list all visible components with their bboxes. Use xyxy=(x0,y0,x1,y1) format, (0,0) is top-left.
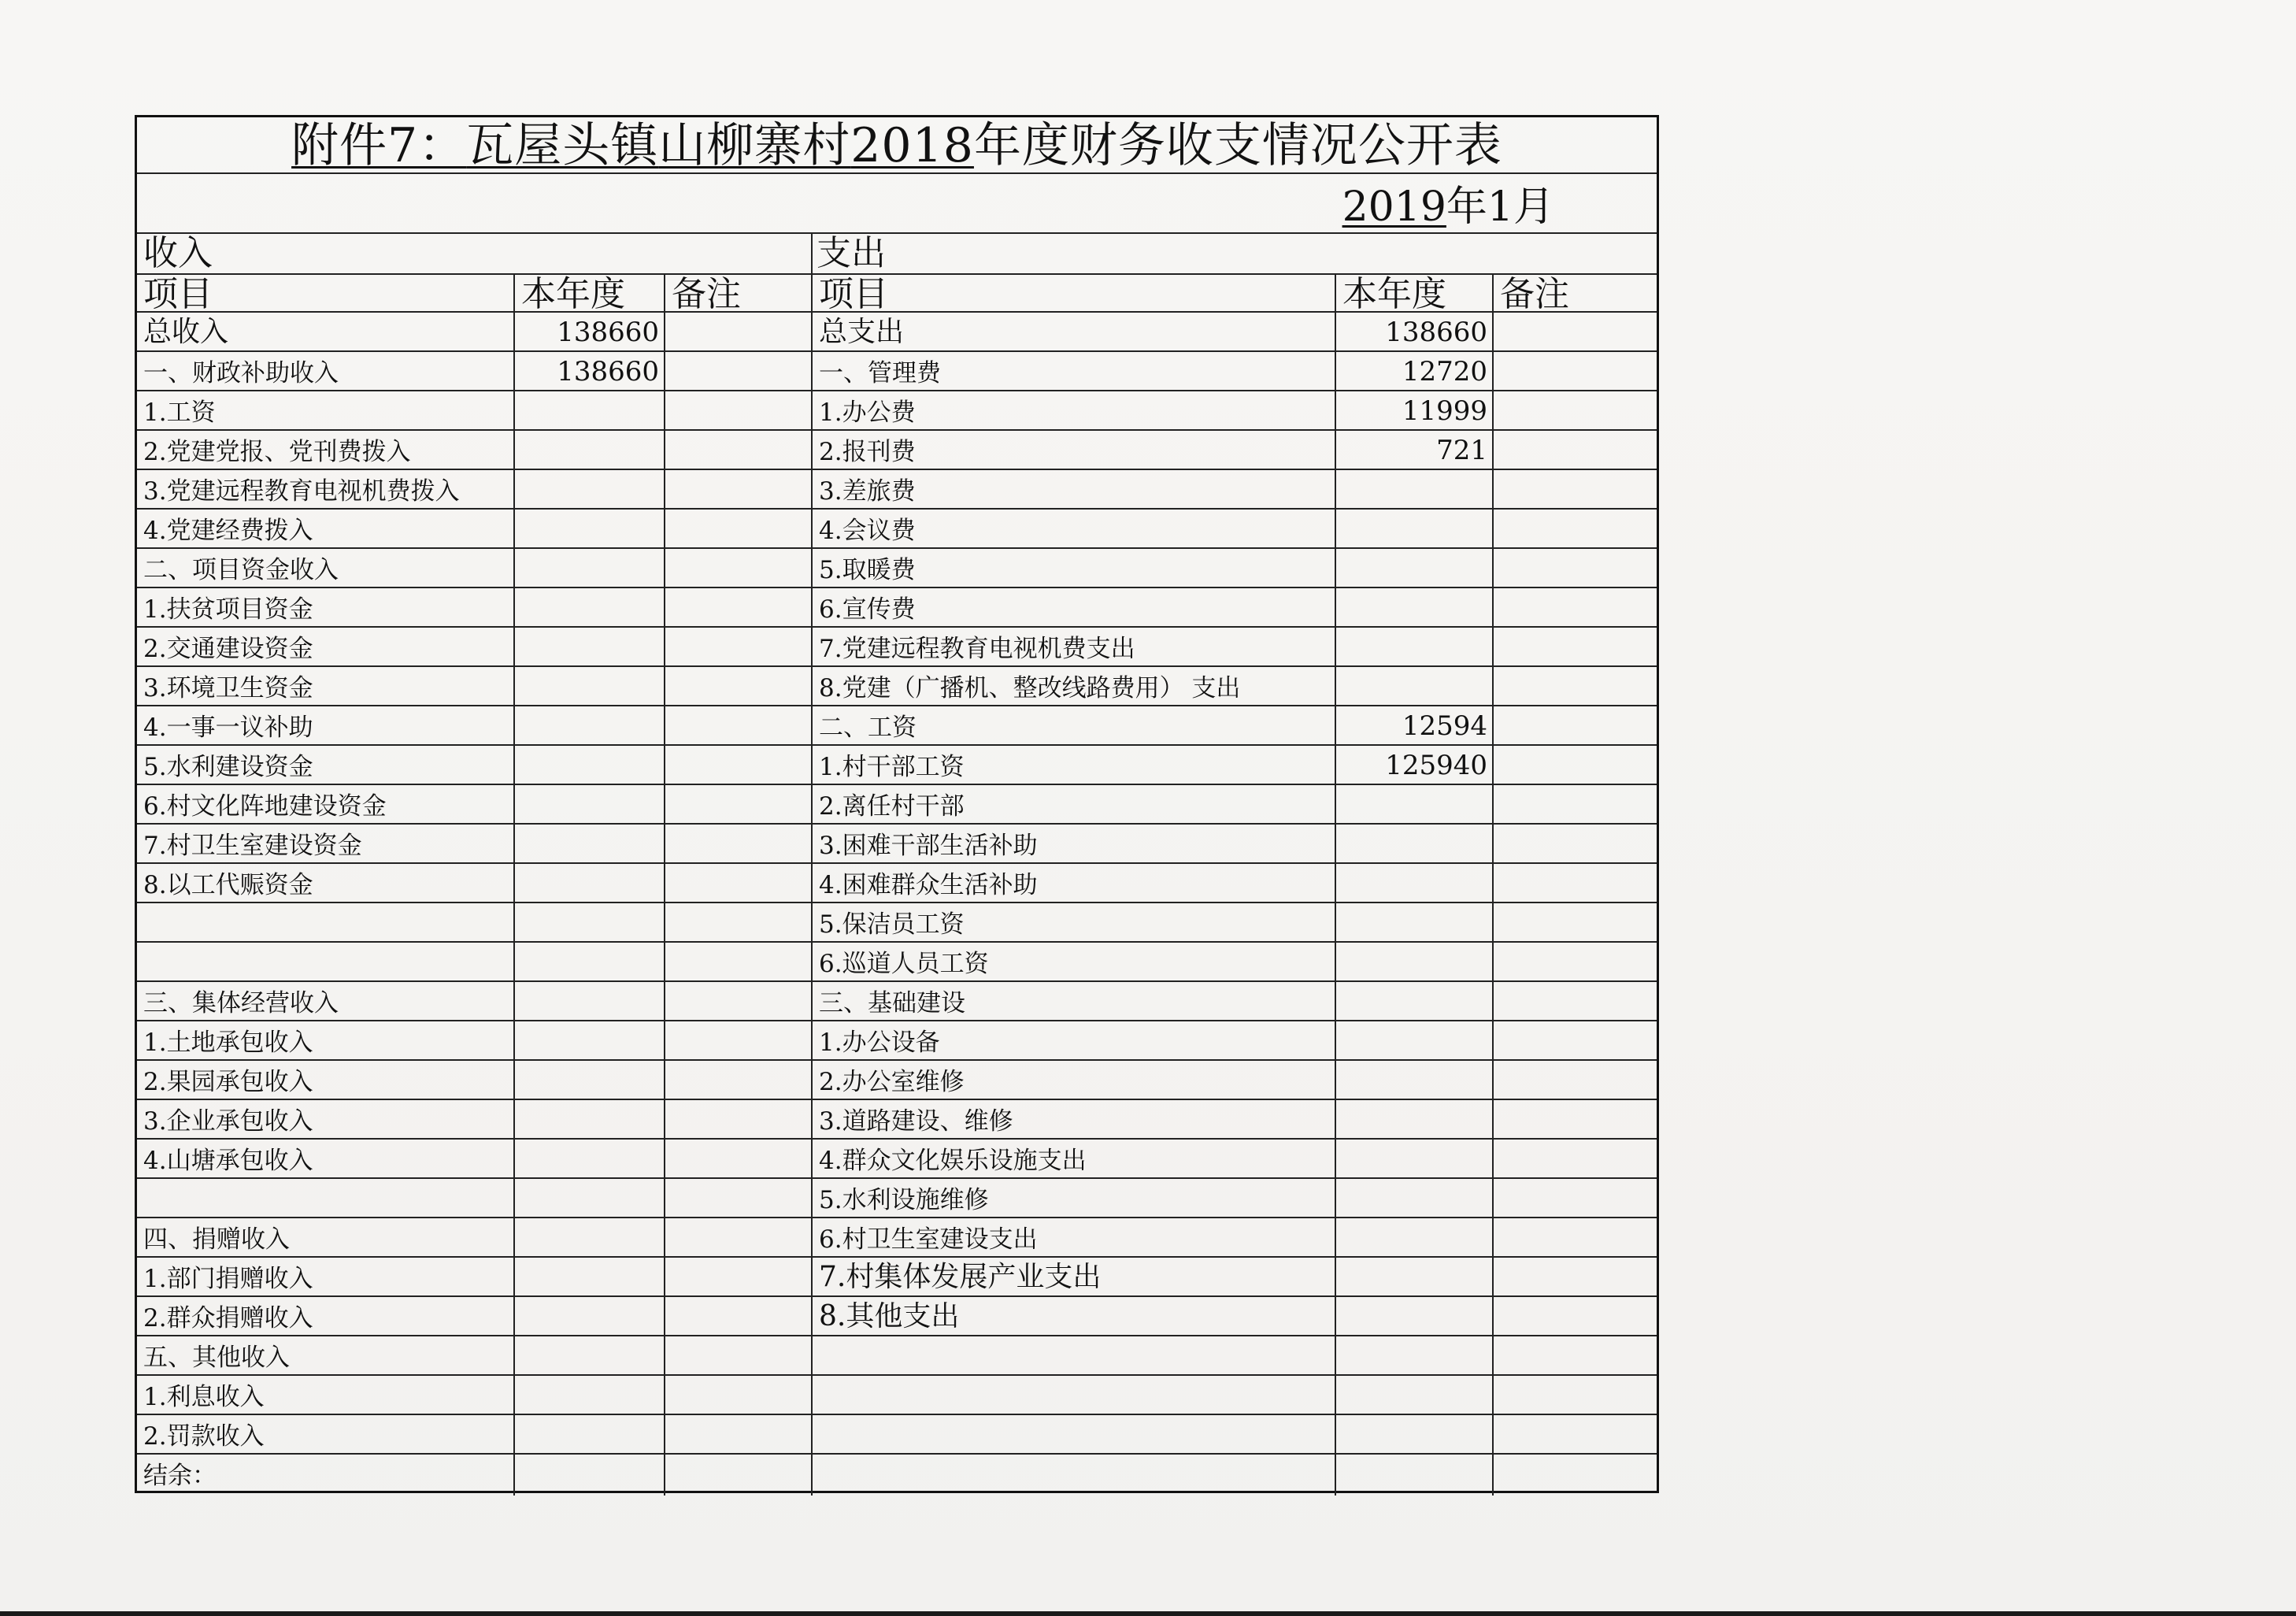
expense-amount-cell xyxy=(1336,510,1492,547)
table-row xyxy=(137,943,1657,982)
income-col-divider-1 xyxy=(513,273,515,1496)
table-row xyxy=(137,864,1657,903)
income-item-cell: 结余： xyxy=(143,1462,217,1490)
table-row xyxy=(137,1179,1657,1218)
income-section-label: 收入 xyxy=(143,233,213,273)
income-amount-cell xyxy=(515,431,664,469)
table-row xyxy=(137,470,1657,510)
expense-amount-cell: 721 xyxy=(1436,435,1487,466)
title-row xyxy=(137,117,1657,174)
expense-col-divider-1 xyxy=(1335,273,1336,1496)
expense-item-cell: 8.其他支出 xyxy=(819,1300,960,1332)
income-amount-cell: 138660 xyxy=(557,317,659,348)
expense-item-cell: 1.办公设备 xyxy=(819,1029,940,1057)
income-item-cell: 1.工资 xyxy=(143,398,216,427)
expense-item-cell: 2.办公室维修 xyxy=(819,1068,965,1096)
income-amount-cell xyxy=(515,549,664,587)
title-year: 2018 xyxy=(850,118,974,173)
income-amount-cell xyxy=(515,391,664,429)
table-row xyxy=(137,1376,1657,1415)
income-amount-cell xyxy=(515,785,664,823)
title-town: 瓦屋头镇 xyxy=(466,118,659,173)
income-item-cell: 7.村卫生室建设资金 xyxy=(143,832,362,860)
expense-item-cell: 4.群众文化娱乐设施支出 xyxy=(819,1147,1087,1175)
income-item-cell: 2.群众捐赠收入 xyxy=(143,1304,313,1332)
table-row xyxy=(137,431,1657,470)
expense-amount-cell xyxy=(1336,1140,1492,1177)
income-amount-cell xyxy=(515,1100,664,1138)
table-row xyxy=(137,1258,1657,1297)
date-year: 2019 xyxy=(1342,183,1446,231)
expense-amount-cell: 11999 xyxy=(1402,395,1487,427)
table-row xyxy=(137,391,1657,431)
expense-amount-cell: 138660 xyxy=(1385,317,1487,348)
income-amount-cell xyxy=(515,1455,664,1492)
table-row xyxy=(137,588,1657,628)
expense-amount-cell xyxy=(1336,1415,1492,1453)
income-item-cell: 3.环境卫生资金 xyxy=(143,674,313,702)
expense-item-cell: 1.办公费 xyxy=(819,398,916,427)
income-item-cell xyxy=(137,903,513,941)
expense-item-cell: 8.党建（广播机、整改线路费用） 支出 xyxy=(819,674,1241,702)
income-amount-cell xyxy=(515,1415,664,1453)
expense-item-cell: 7.党建远程教育电视机费支出 xyxy=(819,635,1135,663)
income-item-cell: 1.扶贫项目资金 xyxy=(143,595,313,624)
income-amount-cell xyxy=(515,864,664,902)
income-item-cell: 1.利息收入 xyxy=(143,1383,265,1411)
expense-amount-header: 本年度 xyxy=(1342,274,1446,314)
income-amount-cell xyxy=(515,1297,664,1335)
income-item-cell: 1.土地承包收入 xyxy=(143,1029,313,1057)
expense-amount-cell xyxy=(1336,943,1492,980)
expense-amount-cell xyxy=(1336,903,1492,941)
income-item-cell: 8.以工代赈资金 xyxy=(143,871,313,899)
expense-item-cell xyxy=(813,1455,1335,1492)
income-amount-cell xyxy=(515,825,664,862)
expense-item-cell xyxy=(813,1376,1335,1414)
income-item-cell: 2.交通建设资金 xyxy=(143,635,313,663)
title-prefix: 附件7： xyxy=(291,118,467,173)
income-item-cell: 5.水利建设资金 xyxy=(143,753,313,781)
title-suffix: 年度财务收支情况公开表 xyxy=(973,118,1502,173)
expense-amount-cell xyxy=(1336,785,1492,823)
table-row xyxy=(137,1415,1657,1455)
income-item-cell: 6.村文化阵地建设资金 xyxy=(143,792,387,821)
table-row xyxy=(137,628,1657,667)
expense-item-cell: 4.困难群众生活补助 xyxy=(819,871,1038,899)
income-amount-cell xyxy=(515,746,664,784)
table-row xyxy=(137,1297,1657,1336)
table-row xyxy=(137,1218,1657,1258)
expense-amount-cell xyxy=(1336,864,1492,902)
table-row xyxy=(137,1455,1657,1494)
income-amount-cell xyxy=(515,1336,664,1374)
income-amount-cell xyxy=(515,943,664,980)
expense-item-cell: 2.离任村干部 xyxy=(819,792,965,821)
expense-amount-cell xyxy=(1336,588,1492,626)
income-amount-cell xyxy=(515,667,664,705)
expense-item-cell xyxy=(813,1336,1335,1374)
expense-item-cell: 3.差旅费 xyxy=(819,477,916,506)
expense-item-cell: 7.村集体发展产业支出 xyxy=(819,1261,1102,1293)
section-row xyxy=(137,234,1657,273)
income-item-cell: 二、项目资金收入 xyxy=(143,556,339,584)
table-row xyxy=(137,785,1657,825)
expense-item-cell: 总支出 xyxy=(819,316,905,348)
income-item-cell: 4.党建经费拨入 xyxy=(143,517,313,545)
table-row xyxy=(137,549,1657,588)
table-row xyxy=(137,1140,1657,1179)
income-item-cell: 五、其他收入 xyxy=(143,1344,290,1372)
table-row xyxy=(137,510,1657,549)
expense-item-cell: 6.巡道人员工资 xyxy=(819,950,989,978)
expense-amount-cell xyxy=(1336,1455,1492,1492)
income-amount-cell xyxy=(515,1021,664,1059)
expense-item-cell: 三、基础建设 xyxy=(819,989,965,1017)
expense-item-cell: 5.保洁员工资 xyxy=(819,910,965,939)
expense-amount-cell xyxy=(1336,1218,1492,1256)
income-amount-cell xyxy=(515,982,664,1020)
income-item-cell: 3.党建远程教育电视机费拨入 xyxy=(143,477,460,506)
expense-col-divider-2 xyxy=(1492,273,1494,1496)
expense-amount-cell xyxy=(1336,628,1492,665)
expense-item-cell: 5.水利设施维修 xyxy=(819,1186,989,1214)
center-divider xyxy=(811,234,813,1496)
income-amount-cell xyxy=(515,1258,664,1295)
income-item-cell: 3.企业承包收入 xyxy=(143,1107,313,1136)
expense-amount-cell xyxy=(1336,1376,1492,1414)
expense-amount-cell xyxy=(1336,1258,1492,1295)
expense-item-cell: 3.困难干部生活补助 xyxy=(819,832,1038,860)
table-row xyxy=(137,1336,1657,1376)
income-amount-cell xyxy=(515,903,664,941)
expense-section-label: 支出 xyxy=(817,233,886,273)
expense-amount-cell xyxy=(1336,470,1492,508)
expense-item-cell: 二、工资 xyxy=(819,713,917,742)
income-item-cell: 三、集体经营收入 xyxy=(143,989,339,1017)
expense-amount-cell xyxy=(1336,825,1492,862)
expense-amount-cell: 125940 xyxy=(1385,750,1487,781)
expense-amount-cell xyxy=(1336,667,1492,705)
expense-item-cell: 6.宣传费 xyxy=(819,595,916,624)
income-amount-cell xyxy=(515,470,664,508)
expense-note-header: 备注 xyxy=(1500,274,1569,314)
income-item-cell: 四、捐赠收入 xyxy=(143,1225,290,1254)
income-item-cell: 1.部门捐赠收入 xyxy=(143,1265,313,1293)
header-row xyxy=(137,273,1657,313)
expense-item-cell xyxy=(813,1415,1335,1453)
expense-amount-cell: 12594 xyxy=(1402,710,1487,742)
income-item-cell: 2.罚款收入 xyxy=(143,1422,265,1451)
income-amount-cell xyxy=(515,1179,664,1217)
table-row xyxy=(137,667,1657,706)
income-col-divider-2 xyxy=(664,273,665,1496)
income-amount-cell xyxy=(515,628,664,665)
expense-amount-cell xyxy=(1336,1179,1492,1217)
income-amount-cell xyxy=(515,510,664,547)
expense-item-cell: 一、管理费 xyxy=(819,359,941,387)
table-row xyxy=(137,903,1657,943)
expense-amount-cell xyxy=(1336,549,1492,587)
income-item-cell: 总收入 xyxy=(143,316,229,348)
scan-bottom-edge xyxy=(0,1611,2296,1616)
table-row xyxy=(137,746,1657,785)
table-row xyxy=(137,1061,1657,1100)
expense-amount-cell xyxy=(1336,982,1492,1020)
expense-amount-cell xyxy=(1336,1100,1492,1138)
income-amount-cell xyxy=(515,588,664,626)
expense-item-cell: 2.报刊费 xyxy=(819,438,916,466)
income-item-cell: 4.一事一议补助 xyxy=(143,713,313,742)
date-row xyxy=(137,174,1657,234)
table-row xyxy=(137,313,1657,352)
expense-item-cell: 3.道路建设、维修 xyxy=(819,1107,1013,1136)
table-row xyxy=(137,1100,1657,1140)
expense-item-cell: 4.会议费 xyxy=(819,517,916,545)
expense-item-cell: 5.取暖费 xyxy=(819,556,916,584)
table-row xyxy=(137,1021,1657,1061)
income-item-cell: 4.山塘承包收入 xyxy=(143,1147,313,1175)
income-item-cell: 一、财政补助收入 xyxy=(143,359,339,387)
expense-item-header: 项目 xyxy=(819,274,888,314)
expense-amount-cell xyxy=(1336,1336,1492,1374)
income-item-cell xyxy=(137,1179,513,1217)
expense-amount-cell xyxy=(1336,1061,1492,1099)
income-item-cell xyxy=(137,943,513,980)
table-row xyxy=(137,706,1657,746)
expense-amount-cell xyxy=(1336,1297,1492,1335)
income-amount-cell xyxy=(515,1376,664,1414)
income-amount-cell xyxy=(515,706,664,744)
income-item-cell: 2.果园承包收入 xyxy=(143,1068,313,1096)
income-item-header: 项目 xyxy=(143,274,213,314)
expense-amount-cell xyxy=(1336,1021,1492,1059)
income-note-header: 备注 xyxy=(672,274,741,314)
income-amount-cell: 138660 xyxy=(557,356,659,387)
income-amount-cell xyxy=(515,1140,664,1177)
table-row xyxy=(137,352,1657,391)
expense-item-cell: 1.村干部工资 xyxy=(819,753,965,781)
income-amount-cell xyxy=(515,1218,664,1256)
date-rest: 年1月 xyxy=(1446,183,1554,231)
expense-item-cell: 6.村卫生室建设支出 xyxy=(819,1225,1038,1254)
title-village: 山柳寨村 xyxy=(658,118,851,173)
report-date xyxy=(1342,185,1554,229)
page-title xyxy=(137,120,1657,171)
table-row xyxy=(137,982,1657,1021)
finance-table xyxy=(135,115,1659,1493)
income-amount-cell xyxy=(515,1061,664,1099)
table-row xyxy=(137,825,1657,864)
income-amount-header: 本年度 xyxy=(521,274,625,314)
income-item-cell: 2.党建党报、党刊费拨入 xyxy=(143,438,411,466)
expense-amount-cell: 12720 xyxy=(1402,356,1487,387)
